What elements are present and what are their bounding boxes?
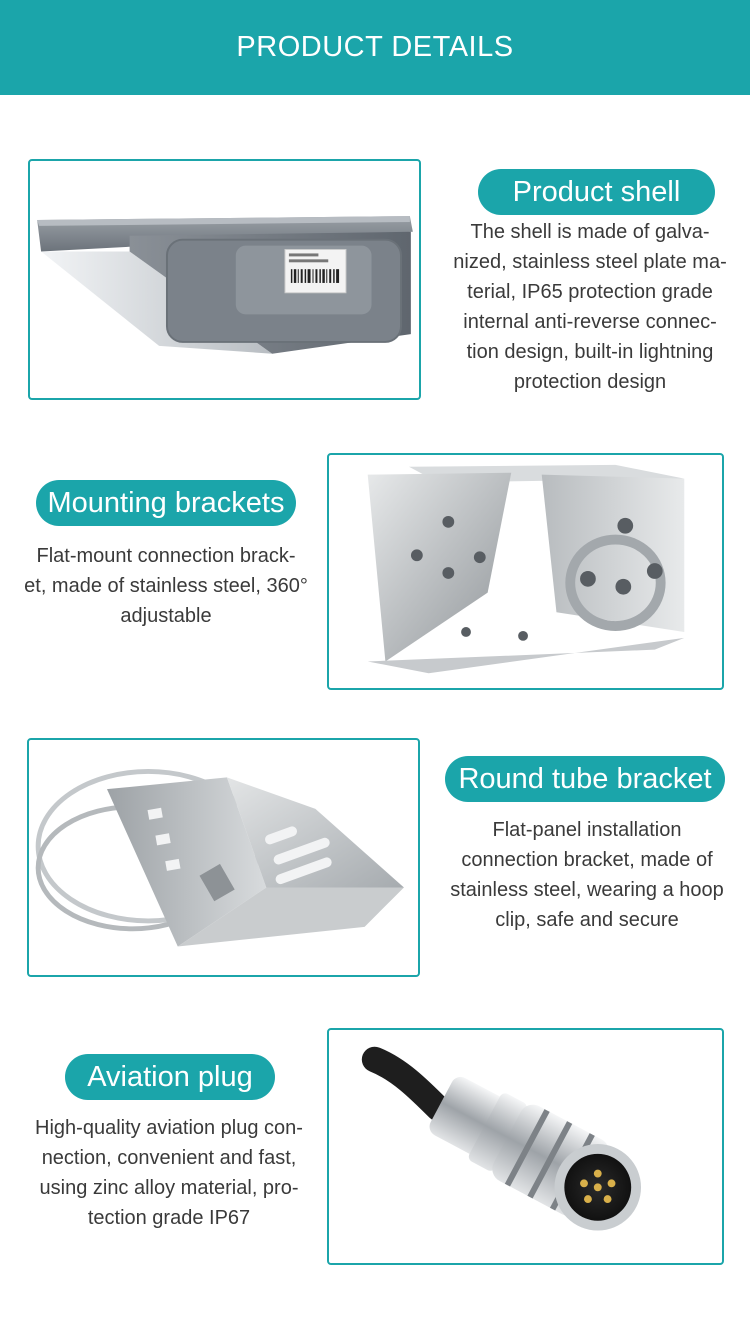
product-shell-image xyxy=(28,159,421,400)
section-title-round-tube-bracket: Round tube bracket xyxy=(445,756,725,802)
mounting-bracket-illustration xyxy=(329,455,722,688)
product-shell-illustration xyxy=(30,161,419,398)
page-header xyxy=(0,0,750,95)
aviation-plug-illustration xyxy=(329,1030,722,1263)
section-title-product-shell: Product shell xyxy=(478,169,715,215)
section-description-aviation-plug: High-quality aviation plug con- nection, convenient and fast, using zinc alloy material, pro- tection grade IP67 xyxy=(35,1117,303,1229)
mounting-bracket-image xyxy=(327,453,724,690)
section-description-product-shell: The shell is made of galva- nized, stainless steel plate ma- terial, IP65 protection grade internal anti-reverse connec- tion design, built-in lightning protection design xyxy=(453,221,727,393)
section-title-mounting-brackets: Mounting brackets xyxy=(36,480,296,526)
section-title-aviation-plug: Aviation plug xyxy=(65,1054,275,1100)
section-description-round-tube-bracket: Flat-panel installation connection bracket, made of stainless steel, wearing a hoop clip, safe and secure xyxy=(450,819,724,931)
aviation-plug-image xyxy=(327,1028,724,1265)
round-tube-bracket-illustration xyxy=(29,740,418,975)
round-tube-bracket-image xyxy=(27,738,420,977)
page-title: PRODUCT DETAILS xyxy=(236,31,514,63)
section-description-mounting-brackets: Flat-mount connection brack- et, made of stainless steel, 360° adjustable xyxy=(24,545,308,627)
